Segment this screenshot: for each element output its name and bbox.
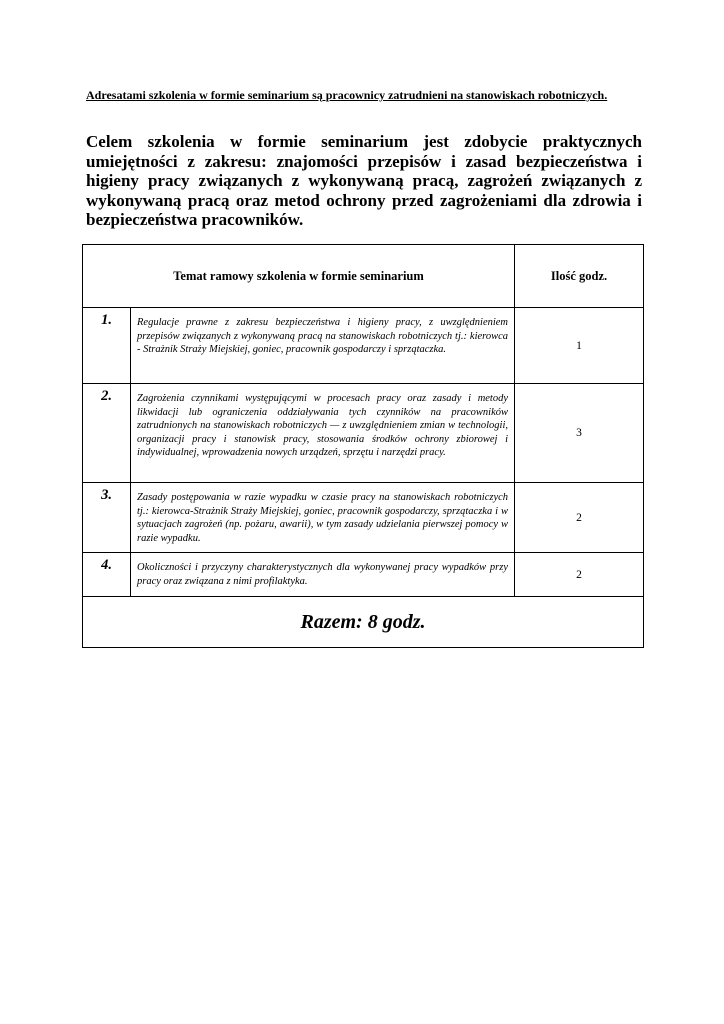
table-row [83, 553, 644, 597]
row-number: 3. [83, 483, 131, 553]
row-topic: Regulacje prawne z zakresu bezpieczeństwa i higieny pracy, z uwzględnieniem przepisów związanych z wykonywaną pracą na stanowiskach robotniczych tj.: kierowca - Strażnik Straży Miejskiej, goniec, pracownik gospodarczy i sprzątaczka. [131, 308, 515, 384]
row-number: 1. [83, 308, 131, 384]
training-plan-table [82, 244, 644, 648]
row-hours: 2 [515, 483, 644, 553]
table-total-row [83, 597, 644, 648]
intro-heading: Adresatami szkolenia w formie seminarium są pracownicy zatrudnieni na stanowiskach robotniczych. [86, 88, 608, 102]
header-hours: Ilość godz. [515, 245, 644, 308]
table-row [83, 308, 644, 384]
table-header-row [83, 245, 644, 308]
row-hours: 3 [515, 384, 644, 483]
row-number: 2. [83, 384, 131, 483]
goal-paragraph: Celem szkolenia w formie seminarium jest zdobycie praktycznych umiejętności z zakresu: znajomości przepisów i zasad bezpieczeństwa i higieny pracy związanych z wykonywaną pracą, zagrożeń związanych z wykonywaną pracą oraz metod ochrony przed zagrożeniami dla zdrowia i bezpieczeństwa pracowników. [86, 132, 642, 229]
row-topic: Zasady postępowania w razie wypadku w czasie pracy na stanowiskach robotniczych tj.: kierowca-Strażnik Straży Miejskiej, goniec, pracownik gospodarczy, sprzątaczka i w sytuacjach zagrożeń (np. pożaru, awarii), w tym zasady udzielania pierwszej pomocy w razie wypadku. [131, 483, 515, 553]
row-number: 4. [83, 553, 131, 597]
table-row [83, 483, 644, 553]
row-hours: 1 [515, 308, 644, 384]
row-topic: Okoliczności i przyczyny charakterystycznych dla wykonywanej pracy wypadków przy pracy oraz związana z nimi profilaktyka. [131, 553, 515, 597]
header-topic: Temat ramowy szkolenia w formie seminarium [83, 245, 515, 308]
row-topic: Zagrożenia czynnikami występującymi w procesach pracy oraz zasady i metody likwidacji lub ograniczenia oddziaływania tych czynników na pracowników zatrudnionych na stanowiskach robotniczych — z uwzględnieniem zmian w technologii, organizacji pracy i stanowisk pracy, stosowania środków ochrony zbiorowej i indywidualnej, wprowadzenia nowych urządzeń, sprzętu i narzędzi pracy. [131, 384, 515, 483]
table-row [83, 384, 644, 483]
total-hours: Razem: 8 godz. [83, 597, 644, 648]
row-hours: 2 [515, 553, 644, 597]
